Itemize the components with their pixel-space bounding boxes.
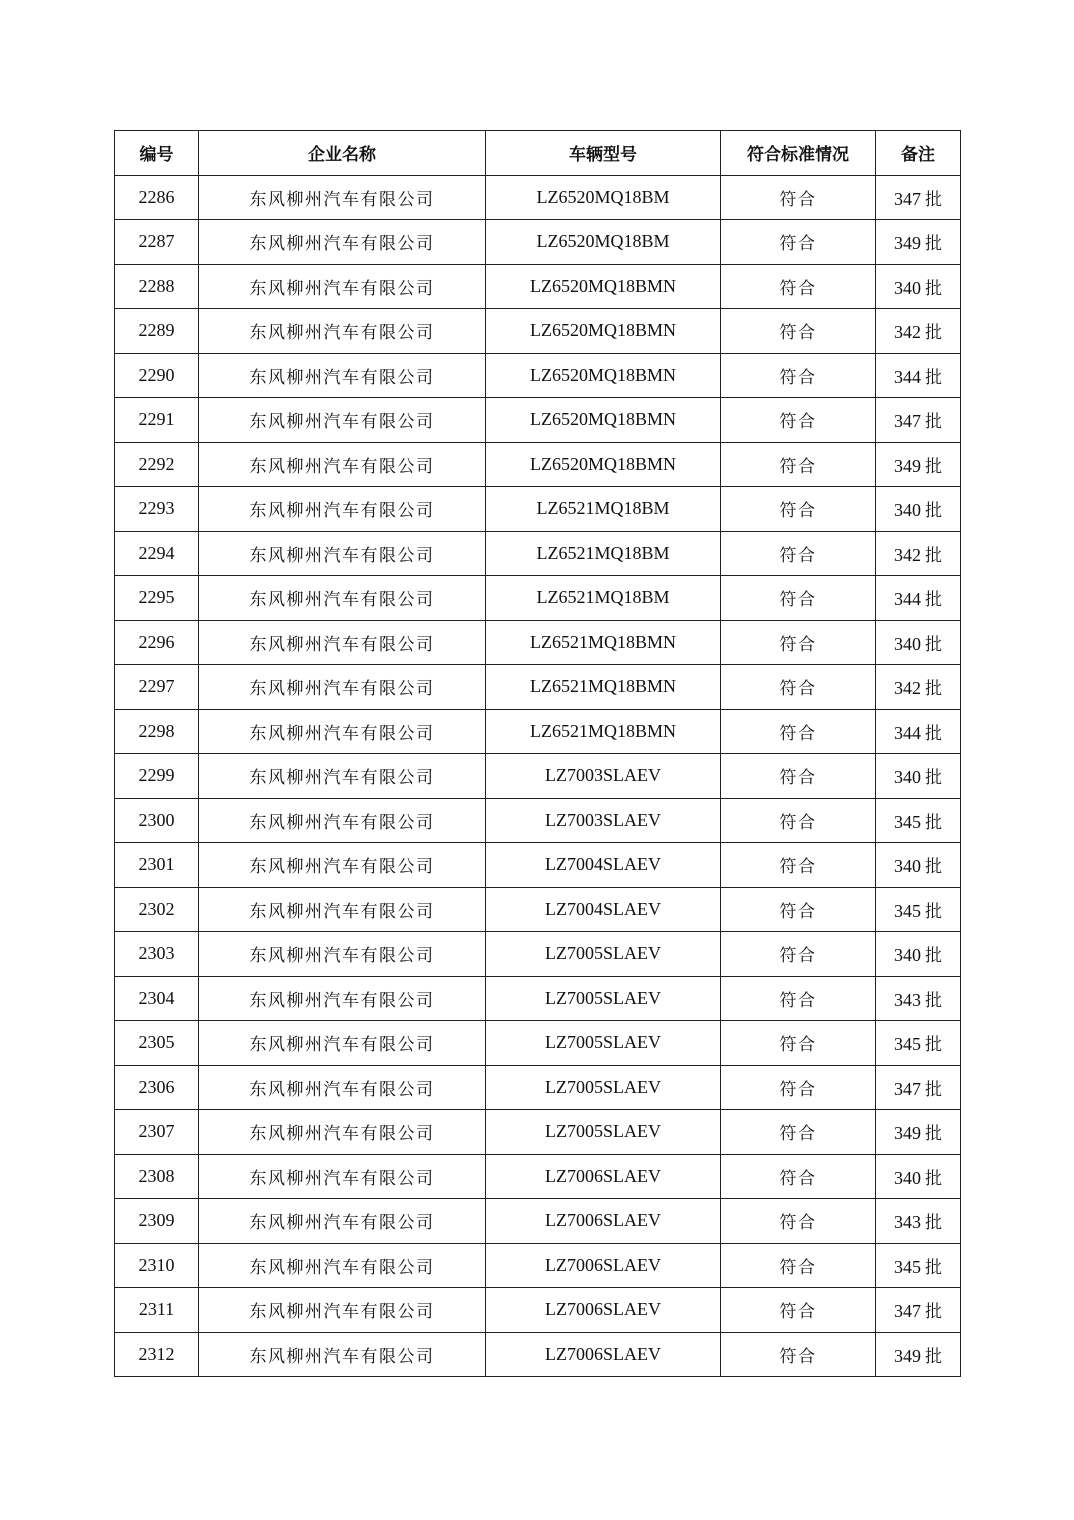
cell-status: 符合 — [721, 1199, 876, 1244]
cell-company: 东风柳州汽车有限公司 — [199, 1065, 486, 1110]
note-batch-unit: 批 — [925, 768, 942, 789]
table-row — [115, 887, 961, 932]
cell-note — [876, 531, 961, 576]
cell-company: 东风柳州汽车有限公司 — [199, 932, 486, 977]
table-row — [115, 798, 961, 843]
cell-company: 东风柳州汽车有限公司 — [199, 531, 486, 576]
cell-model: LZ6520MQ18BM — [486, 220, 721, 265]
cell-company: 东风柳州汽车有限公司 — [199, 442, 486, 487]
cell-status: 符合 — [721, 798, 876, 843]
note-batch-unit: 批 — [925, 946, 942, 967]
cell-company: 东风柳州汽车有限公司 — [199, 976, 486, 1021]
cell-note — [876, 1065, 961, 1110]
table-row — [115, 1243, 961, 1288]
cell-note — [876, 1332, 961, 1377]
table-row — [115, 487, 961, 532]
cell-model: LZ6520MQ18BMN — [486, 353, 721, 398]
cell-no: 2307 — [115, 1110, 199, 1155]
cell-status: 符合 — [721, 531, 876, 576]
cell-model: LZ7005SLAEV — [486, 976, 721, 1021]
cell-status: 符合 — [721, 1243, 876, 1288]
table-row — [115, 531, 961, 576]
note-batch-number: 349 — [894, 233, 921, 254]
cell-note — [876, 353, 961, 398]
cell-no: 2295 — [115, 576, 199, 621]
note-batch-unit: 批 — [925, 1302, 942, 1323]
cell-model: LZ7003SLAEV — [486, 798, 721, 843]
cell-model: LZ7006SLAEV — [486, 1243, 721, 1288]
note-batch-unit: 批 — [925, 501, 942, 522]
note-batch-unit: 批 — [925, 634, 942, 655]
cell-note — [876, 665, 961, 710]
cell-note — [876, 487, 961, 532]
cell-no: 2288 — [115, 264, 199, 309]
note-batch-number: 340 — [894, 767, 921, 788]
cell-company: 东风柳州汽车有限公司 — [199, 264, 486, 309]
note-batch-number: 347 — [894, 188, 921, 209]
table-row — [115, 1065, 961, 1110]
cell-note — [876, 576, 961, 621]
cell-no: 2296 — [115, 620, 199, 665]
table-row — [115, 976, 961, 1021]
note-batch-unit: 批 — [925, 367, 942, 388]
cell-status: 符合 — [721, 1110, 876, 1155]
cell-company: 东风柳州汽车有限公司 — [199, 798, 486, 843]
note-batch-unit: 批 — [925, 234, 942, 255]
note-batch-number: 345 — [894, 1034, 921, 1055]
note-batch-number: 343 — [894, 989, 921, 1010]
cell-company: 东风柳州汽车有限公司 — [199, 309, 486, 354]
cell-company: 东风柳州汽车有限公司 — [199, 709, 486, 754]
cell-model: LZ6521MQ18BMN — [486, 620, 721, 665]
note-batch-number: 343 — [894, 1212, 921, 1233]
cell-note — [876, 442, 961, 487]
cell-status: 符合 — [721, 709, 876, 754]
cell-no: 2312 — [115, 1332, 199, 1377]
cell-status: 符合 — [721, 264, 876, 309]
cell-company: 东风柳州汽车有限公司 — [199, 887, 486, 932]
cell-model: LZ6520MQ18BMN — [486, 309, 721, 354]
table-row — [115, 398, 961, 443]
cell-status: 符合 — [721, 576, 876, 621]
cell-company: 东风柳州汽车有限公司 — [199, 353, 486, 398]
note-batch-number: 349 — [894, 455, 921, 476]
header-status: 符合标准情况 — [721, 131, 876, 176]
note-batch-unit: 批 — [925, 1346, 942, 1367]
cell-company: 东风柳州汽车有限公司 — [199, 665, 486, 710]
note-batch-unit: 批 — [925, 189, 942, 210]
table-row — [115, 1199, 961, 1244]
cell-model: LZ7005SLAEV — [486, 1065, 721, 1110]
note-batch-number: 340 — [894, 945, 921, 966]
cell-model: LZ7006SLAEV — [486, 1154, 721, 1199]
cell-note — [876, 620, 961, 665]
cell-note — [876, 1199, 961, 1244]
cell-no: 2299 — [115, 754, 199, 799]
cell-company: 东风柳州汽车有限公司 — [199, 1021, 486, 1066]
cell-model: LZ7006SLAEV — [486, 1288, 721, 1333]
cell-note — [876, 1021, 961, 1066]
table-header-row — [115, 131, 961, 176]
cell-model: LZ7004SLAEV — [486, 843, 721, 888]
cell-model: LZ6521MQ18BM — [486, 576, 721, 621]
cell-status: 符合 — [721, 1332, 876, 1377]
cell-note — [876, 709, 961, 754]
cell-company: 东风柳州汽车有限公司 — [199, 1288, 486, 1333]
table-row — [115, 1110, 961, 1155]
cell-status: 符合 — [721, 976, 876, 1021]
cell-status: 符合 — [721, 620, 876, 665]
note-batch-unit: 批 — [925, 857, 942, 878]
cell-model: LZ7003SLAEV — [486, 754, 721, 799]
cell-no: 2305 — [115, 1021, 199, 1066]
cell-note — [876, 843, 961, 888]
note-batch-number: 342 — [894, 678, 921, 699]
cell-note — [876, 175, 961, 220]
note-batch-unit: 批 — [925, 901, 942, 922]
cell-no: 2290 — [115, 353, 199, 398]
note-batch-number: 345 — [894, 900, 921, 921]
cell-model: LZ7005SLAEV — [486, 932, 721, 977]
cell-company: 东风柳州汽车有限公司 — [199, 487, 486, 532]
cell-company: 东风柳州汽车有限公司 — [199, 1332, 486, 1377]
cell-model: LZ7004SLAEV — [486, 887, 721, 932]
note-batch-number: 347 — [894, 411, 921, 432]
note-batch-unit: 批 — [925, 1213, 942, 1234]
cell-note — [876, 887, 961, 932]
cell-note — [876, 1288, 961, 1333]
table-row — [115, 220, 961, 265]
cell-model: LZ6521MQ18BMN — [486, 709, 721, 754]
note-batch-unit: 批 — [925, 545, 942, 566]
cell-status: 符合 — [721, 353, 876, 398]
note-batch-unit: 批 — [925, 1035, 942, 1056]
note-batch-unit: 批 — [925, 278, 942, 299]
note-batch-unit: 批 — [925, 812, 942, 833]
cell-status: 符合 — [721, 175, 876, 220]
cell-note — [876, 932, 961, 977]
cell-model: LZ6520MQ18BMN — [486, 398, 721, 443]
note-batch-unit: 批 — [925, 1257, 942, 1278]
cell-company: 东风柳州汽车有限公司 — [199, 1110, 486, 1155]
table-row — [115, 665, 961, 710]
note-batch-number: 349 — [894, 1345, 921, 1366]
table-row — [115, 1021, 961, 1066]
note-batch-unit: 批 — [925, 990, 942, 1011]
note-batch-number: 345 — [894, 1256, 921, 1277]
cell-no: 2297 — [115, 665, 199, 710]
table-row — [115, 620, 961, 665]
note-batch-unit: 批 — [925, 1079, 942, 1100]
cell-status: 符合 — [721, 665, 876, 710]
cell-note — [876, 1154, 961, 1199]
cell-no: 2301 — [115, 843, 199, 888]
note-batch-number: 344 — [894, 722, 921, 743]
table-row — [115, 175, 961, 220]
cell-no: 2300 — [115, 798, 199, 843]
note-batch-number: 342 — [894, 322, 921, 343]
cell-company: 东风柳州汽车有限公司 — [199, 843, 486, 888]
cell-company: 东风柳州汽车有限公司 — [199, 754, 486, 799]
header-model: 车辆型号 — [486, 131, 721, 176]
note-batch-unit: 批 — [925, 1168, 942, 1189]
cell-company: 东风柳州汽车有限公司 — [199, 576, 486, 621]
header-note: 备注 — [876, 131, 961, 176]
table-row — [115, 309, 961, 354]
cell-company: 东风柳州汽车有限公司 — [199, 1199, 486, 1244]
table-row — [115, 576, 961, 621]
cell-status: 符合 — [721, 1065, 876, 1110]
table-row — [115, 1332, 961, 1377]
cell-company: 东风柳州汽车有限公司 — [199, 1243, 486, 1288]
cell-note — [876, 754, 961, 799]
table-row — [115, 353, 961, 398]
cell-note — [876, 1110, 961, 1155]
cell-no: 2311 — [115, 1288, 199, 1333]
note-batch-number: 349 — [894, 1123, 921, 1144]
cell-no: 2303 — [115, 932, 199, 977]
cell-no: 2308 — [115, 1154, 199, 1199]
cell-no: 2286 — [115, 175, 199, 220]
note-batch-unit: 批 — [925, 679, 942, 700]
cell-model: LZ6521MQ18BM — [486, 487, 721, 532]
note-batch-number: 342 — [894, 544, 921, 565]
table-row — [115, 442, 961, 487]
cell-note — [876, 976, 961, 1021]
note-batch-unit: 批 — [925, 456, 942, 477]
cell-status: 符合 — [721, 1154, 876, 1199]
table-row — [115, 843, 961, 888]
cell-no: 2293 — [115, 487, 199, 532]
table-body — [115, 175, 961, 1377]
table-row — [115, 1288, 961, 1333]
cell-status: 符合 — [721, 843, 876, 888]
note-batch-number: 347 — [894, 1301, 921, 1322]
cell-model: LZ6520MQ18BM — [486, 175, 721, 220]
note-batch-unit: 批 — [925, 590, 942, 611]
table-row — [115, 1154, 961, 1199]
cell-no: 2310 — [115, 1243, 199, 1288]
cell-model: LZ6521MQ18BMN — [486, 665, 721, 710]
vehicle-compliance-table — [114, 130, 961, 1377]
cell-status: 符合 — [721, 754, 876, 799]
header-no: 编号 — [115, 131, 199, 176]
cell-note — [876, 309, 961, 354]
table-row — [115, 264, 961, 309]
cell-no: 2292 — [115, 442, 199, 487]
cell-note — [876, 398, 961, 443]
cell-no: 2294 — [115, 531, 199, 576]
cell-model: LZ7005SLAEV — [486, 1021, 721, 1066]
cell-model: LZ6521MQ18BM — [486, 531, 721, 576]
note-batch-unit: 批 — [925, 723, 942, 744]
note-batch-number: 344 — [894, 366, 921, 387]
note-batch-unit: 批 — [925, 323, 942, 344]
note-batch-unit: 批 — [925, 412, 942, 433]
note-batch-number: 347 — [894, 1078, 921, 1099]
note-batch-number: 340 — [894, 856, 921, 877]
cell-company: 东风柳州汽车有限公司 — [199, 175, 486, 220]
cell-no: 2287 — [115, 220, 199, 265]
table-row — [115, 754, 961, 799]
cell-model: LZ7006SLAEV — [486, 1332, 721, 1377]
cell-no: 2298 — [115, 709, 199, 754]
cell-model: LZ7005SLAEV — [486, 1110, 721, 1155]
cell-status: 符合 — [721, 442, 876, 487]
cell-model: LZ7006SLAEV — [486, 1199, 721, 1244]
cell-status: 符合 — [721, 1021, 876, 1066]
header-company: 企业名称 — [199, 131, 486, 176]
cell-note — [876, 264, 961, 309]
note-batch-number: 345 — [894, 811, 921, 832]
note-batch-number: 340 — [894, 277, 921, 298]
cell-note — [876, 1243, 961, 1288]
cell-model: LZ6520MQ18BMN — [486, 264, 721, 309]
cell-company: 东风柳州汽车有限公司 — [199, 620, 486, 665]
cell-status: 符合 — [721, 932, 876, 977]
table-row — [115, 709, 961, 754]
cell-no: 2304 — [115, 976, 199, 1021]
cell-company: 东风柳州汽车有限公司 — [199, 220, 486, 265]
cell-status: 符合 — [721, 1288, 876, 1333]
cell-status: 符合 — [721, 309, 876, 354]
cell-no: 2306 — [115, 1065, 199, 1110]
cell-status: 符合 — [721, 398, 876, 443]
cell-status: 符合 — [721, 220, 876, 265]
cell-no: 2302 — [115, 887, 199, 932]
cell-note — [876, 798, 961, 843]
cell-note — [876, 220, 961, 265]
cell-model: LZ6520MQ18BMN — [486, 442, 721, 487]
note-batch-number: 344 — [894, 589, 921, 610]
cell-company: 东风柳州汽车有限公司 — [199, 398, 486, 443]
cell-status: 符合 — [721, 887, 876, 932]
note-batch-number: 340 — [894, 500, 921, 521]
cell-company: 东风柳州汽车有限公司 — [199, 1154, 486, 1199]
cell-status: 符合 — [721, 487, 876, 532]
note-batch-number: 340 — [894, 633, 921, 654]
cell-no: 2291 — [115, 398, 199, 443]
table-row — [115, 932, 961, 977]
cell-no: 2289 — [115, 309, 199, 354]
note-batch-number: 340 — [894, 1167, 921, 1188]
cell-no: 2309 — [115, 1199, 199, 1244]
note-batch-unit: 批 — [925, 1124, 942, 1145]
